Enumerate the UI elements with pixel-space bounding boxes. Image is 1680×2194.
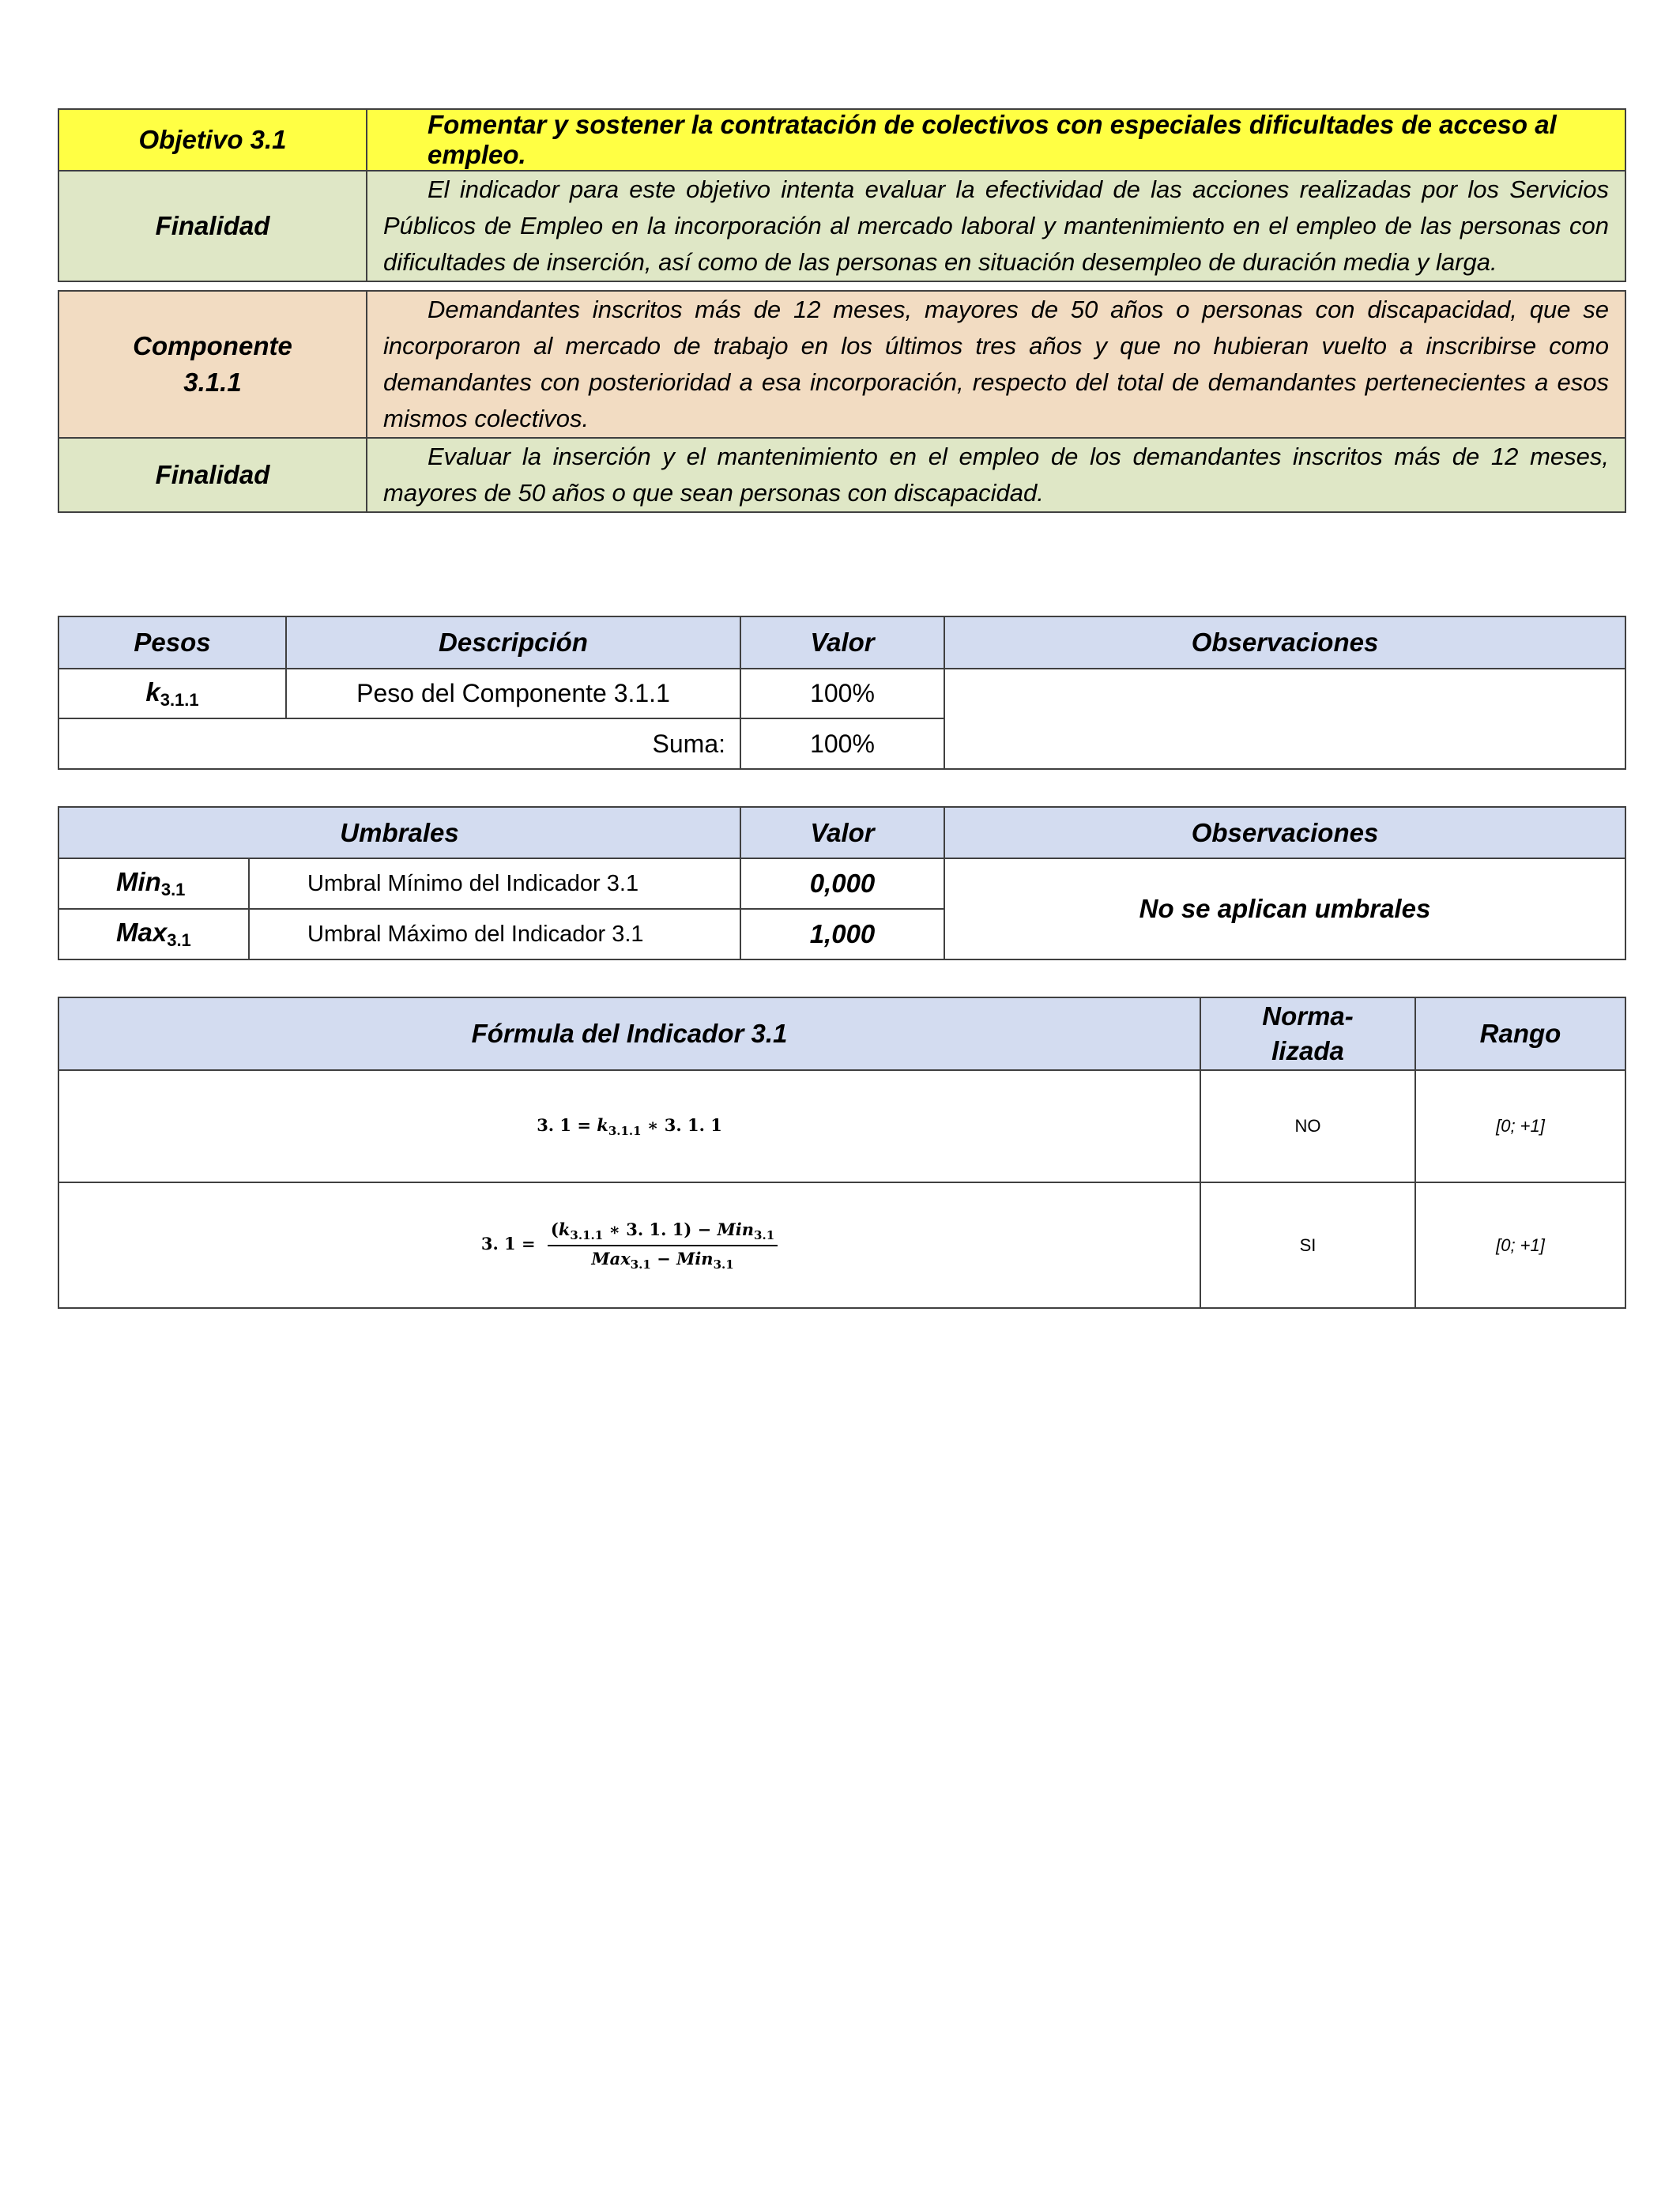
formula-2-den-min: Min bbox=[676, 1248, 714, 1269]
peso-symbol bbox=[58, 669, 286, 718]
objetivo-label: Objetivo 3.1 bbox=[58, 109, 367, 171]
umbral-valor-header: Valor bbox=[740, 807, 944, 858]
formula-2-min-sub: 3.1 bbox=[754, 1227, 775, 1242]
componente-finalidad-text: Evaluar la inserción y el mantenimiento en el empleo de los demandantes inscritos más de 12 meses, mayores de 50 años o que sean personas con discapacidad. bbox=[367, 438, 1625, 512]
formula-table bbox=[58, 997, 1626, 1309]
pesos-table bbox=[58, 616, 1626, 770]
peso-descripcion: Peso del Componente 3.1.1 bbox=[286, 669, 740, 718]
formula-2-k: k bbox=[558, 1219, 571, 1239]
max-valor: 1,000 bbox=[740, 909, 944, 959]
observaciones-header: Observaciones bbox=[944, 616, 1625, 669]
umbral-observaciones-header: Observaciones bbox=[944, 807, 1625, 858]
formula-2-rango: [0; +1] bbox=[1415, 1182, 1625, 1308]
formula-2-lhs: 3. 1 = bbox=[480, 1234, 536, 1253]
formula-1-lhs: 3. 1 = bbox=[537, 1114, 597, 1135]
objetivo-text: Fomentar y sostener la contratación de colectivos con especiales dificultades de acceso al empleo. bbox=[367, 109, 1625, 171]
formula-1-k: k bbox=[597, 1114, 608, 1135]
formula-2-open-paren: ( bbox=[550, 1219, 559, 1239]
max-symbol-sub: 3.1 bbox=[167, 930, 191, 950]
max-symbol bbox=[58, 909, 249, 959]
min-descripcion: Umbral Mínimo del Indicador 3.1 bbox=[249, 858, 740, 909]
objective-table bbox=[58, 108, 1626, 282]
formula-2-num-mid: ∗ 3. 1. 1) − bbox=[603, 1219, 718, 1239]
min-symbol bbox=[58, 858, 249, 909]
formula-2-den-mid: − bbox=[650, 1248, 677, 1269]
peso-valor: 100% bbox=[740, 669, 944, 718]
formula-header: Fórmula del Indicador 3.1 bbox=[58, 997, 1200, 1070]
componente-label-line1: Componente bbox=[133, 331, 292, 360]
formula-1-rango: [0; +1] bbox=[1415, 1070, 1625, 1182]
valor-header: Valor bbox=[740, 616, 944, 669]
min-symbol-text: Min bbox=[116, 867, 161, 896]
min-valor: 0,000 bbox=[740, 858, 944, 909]
max-descripcion: Umbral Máximo del Indicador 3.1 bbox=[249, 909, 740, 959]
normalizada-header-line1: Norma- bbox=[1262, 1001, 1354, 1031]
component-table bbox=[58, 290, 1626, 513]
finalidad-text: El indicador para este objetivo intenta evaluar la efectividad de las acciones realizadas por los Servicios Públicos de Empleo en la incorporación al mercado laboral y mantenimiento en el empleo de las personas con dificultades de inserción, así como de las personas en situación desempleo de duración media y larga. bbox=[367, 171, 1625, 281]
peso-symbol-letter: k bbox=[145, 677, 160, 707]
formula-2-denominator bbox=[588, 1246, 736, 1272]
suma-valor: 100% bbox=[740, 718, 944, 769]
formula-2-min: Min bbox=[717, 1219, 755, 1239]
descripcion-header: Descripción bbox=[286, 616, 740, 669]
formula-1 bbox=[58, 1070, 1200, 1182]
rango-header: Rango bbox=[1415, 997, 1625, 1070]
componente-label-line2: 3.1.1 bbox=[183, 368, 242, 397]
min-symbol-sub: 3.1 bbox=[160, 880, 186, 899]
formula-2-numerator bbox=[548, 1220, 778, 1246]
formula-2-fraction bbox=[548, 1220, 778, 1272]
normalizada-header bbox=[1200, 997, 1415, 1070]
umbrales-table bbox=[58, 806, 1626, 960]
finalidad-label: Finalidad bbox=[58, 171, 367, 281]
formula-2-k-sub: 3.1.1 bbox=[570, 1227, 604, 1242]
formula-2-den-max-sub: 3.1 bbox=[630, 1257, 651, 1272]
componente-finalidad-label: Finalidad bbox=[58, 438, 367, 512]
peso-symbol-sub: 3.1.1 bbox=[160, 689, 199, 710]
umbrales-header: Umbrales bbox=[58, 807, 740, 858]
formula-1-k-sub: 3.1.1 bbox=[608, 1123, 642, 1138]
normalizada-header-line2: lizada bbox=[1271, 1036, 1344, 1065]
max-symbol-text: Max bbox=[116, 918, 168, 947]
componente-text: Demandantes inscritos más de 12 meses, mayores de 50 años o personas con discapacidad, que se incorporaron al mercado de trabajo en los últimos tres años y que no hubieran vuelto a inscribirse como demandantes con posterioridad a esa incorporación, respecto del total de demandantes pertenecientes a esos mismos colectivos. bbox=[367, 291, 1625, 438]
formula-1-normalizada: NO bbox=[1200, 1070, 1415, 1182]
formula-2-den-max: Max bbox=[591, 1248, 631, 1269]
peso-observaciones bbox=[944, 669, 1625, 769]
formula-2-den-min-sub: 3.1 bbox=[713, 1257, 734, 1272]
formula-1-rhs: ∗ 3. 1. 1 bbox=[641, 1114, 722, 1135]
formula-2-normalizada: SI bbox=[1200, 1182, 1415, 1308]
suma-label: Suma: bbox=[58, 718, 740, 769]
pesos-header: Pesos bbox=[58, 616, 286, 669]
formula-2 bbox=[58, 1182, 1200, 1308]
formula-1-expression bbox=[537, 1114, 722, 1138]
formula-2-expression bbox=[480, 1219, 778, 1272]
umbral-observacion: No se aplican umbrales bbox=[944, 858, 1625, 959]
componente-label bbox=[58, 291, 367, 438]
